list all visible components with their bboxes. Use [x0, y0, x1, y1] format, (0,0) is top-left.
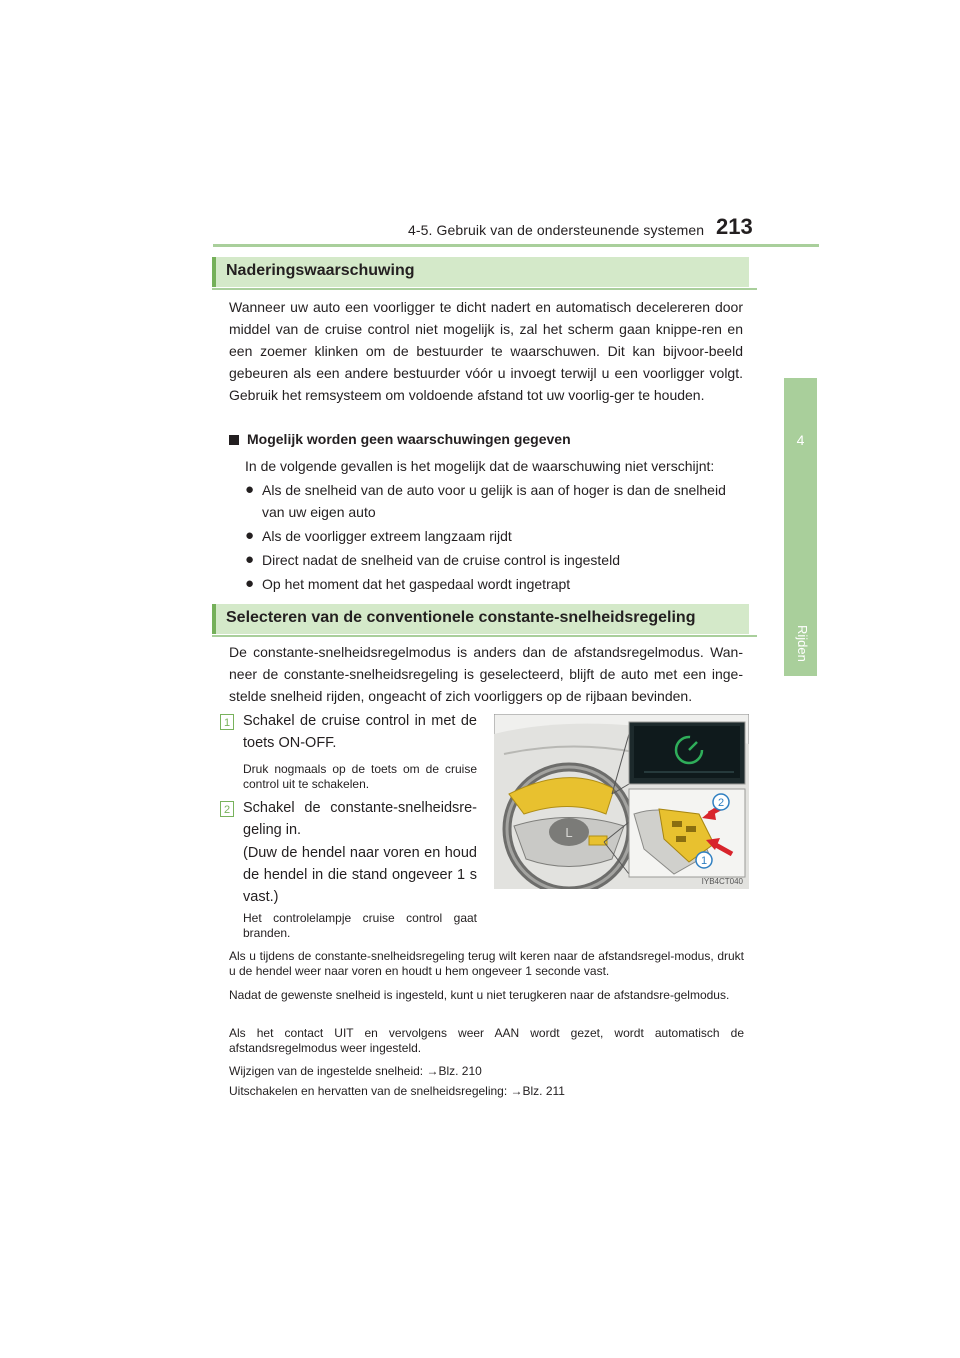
- figure-callout-1: 1: [700, 855, 708, 867]
- bullet-dot-icon: ●: [245, 481, 255, 498]
- section1-intro: In de volgende gevallen is het mogelijk dat de waarschuwing niet verschijnt:: [245, 458, 715, 474]
- list-item: ● Direct nadat de snelheid van de cruise control is ingesteld: [245, 549, 745, 571]
- section2-note-4: Wijzigen van de ingestelde snelheid: →Blz. 210: [229, 1064, 482, 1078]
- step-number-2: 2: [220, 801, 234, 817]
- figure-callout-2: 2: [717, 797, 725, 809]
- step2-note: Het controlelampje cruise control gaat branden.: [243, 911, 477, 940]
- step2-text-detail: (Duw de hendel naar voren en houd de hendel in die stand ongeveer 1 s vast.): [243, 845, 477, 905]
- section1-subheading: Mogelijk worden geen waarschuwingen gegeven: [229, 431, 571, 447]
- bullet-dot-icon: ●: [245, 551, 255, 568]
- list-item: ● Als de snelheid van de auto voor u gelijk is aan of hoger is dan de snelheid van uw eigen auto: [245, 481, 726, 520]
- step1-text: Schakel de cruise control in met de toets ON-OFF.: [243, 713, 477, 751]
- side-tab-label: Rijden: [795, 625, 810, 662]
- chapter-header-title: 4-5. Gebruik van de ondersteunende systemen: [408, 222, 705, 238]
- section2-note-1: Als u tijdens de constante-snelheidsregeling terug wilt keren naar de afstandsregel-modus, drukt u de hendel weer naar voren en houdt u hem ongeveer 1 seconde vast.: [229, 949, 744, 978]
- bullet-dot-icon: ●: [245, 527, 255, 544]
- section2-note-5: Uitschakelen en hervatten van de snelheidsregeling: →Blz. 211: [229, 1084, 565, 1098]
- square-bullet-icon: [229, 435, 239, 445]
- header-rule: [213, 244, 819, 247]
- section-heading-constant-speed: [212, 604, 749, 634]
- side-tab-chapter-number: 4: [796, 432, 805, 448]
- bullet-dot-icon: ●: [245, 575, 255, 592]
- list-item: ● Als de voorligger extreem langzaam rijdt: [245, 525, 745, 547]
- svg-text:L: L: [565, 825, 573, 840]
- section2-body: De constante-snelheidsregelmodus is anders dan de afstandsregelmodus. Wan-neer de constante-snelheidsregeling is geselecteerd, blijft de auto met een inge-stelde snelheid rijden, ongeacht of zich voorliggers op de rijbaan bevinden.: [229, 644, 743, 704]
- section2-note-3: Als het contact UIT en vervolgens weer AAN wordt gezet, wordt automatisch de afstandsregelmodus weer ingesteld.: [229, 1026, 744, 1055]
- step1-note: Druk nogmaals op de toets om de cruise control uit te schakelen.: [243, 762, 477, 791]
- step2-text: Schakel de constante-snelheidsre-geling in.: [243, 800, 477, 838]
- section-heading-approach-warning: [212, 257, 749, 287]
- section-heading-text: Naderingswaarschuwing: [226, 262, 415, 279]
- page-number: 213: [716, 214, 753, 239]
- figure-code: IYB4CT040: [701, 877, 743, 886]
- list-item: ● Op het moment dat het gaspedaal wordt ingetrapt: [245, 573, 745, 595]
- section2-note-2: Nadat de gewenste snelheid is ingesteld, kunt u niet terugkeren naar de afstandsre-gelmodus.: [229, 988, 730, 1002]
- section1-body: Wanneer uw auto een voorligger te dicht nadert en automatisch decelereren door middel van de cruise control niet mogelijk is, zal het scherm gaan knippe-ren en een zoemer klinken om de bestuurder te waarschuwen. Dit kan bijvoor-beeld gebeuren als een andere bestuurder vóór u invoegt terwijl u een voorligger volgt. Gebruik het remsysteem om voldoende afstand tot uw voorlig-ger te houden.: [229, 299, 743, 403]
- steering-wheel-illustration: [494, 714, 749, 889]
- section-heading-text: Selecteren van de conventionele constante-snelheidsregeling: [226, 609, 696, 626]
- step-number-1: 1: [220, 714, 234, 730]
